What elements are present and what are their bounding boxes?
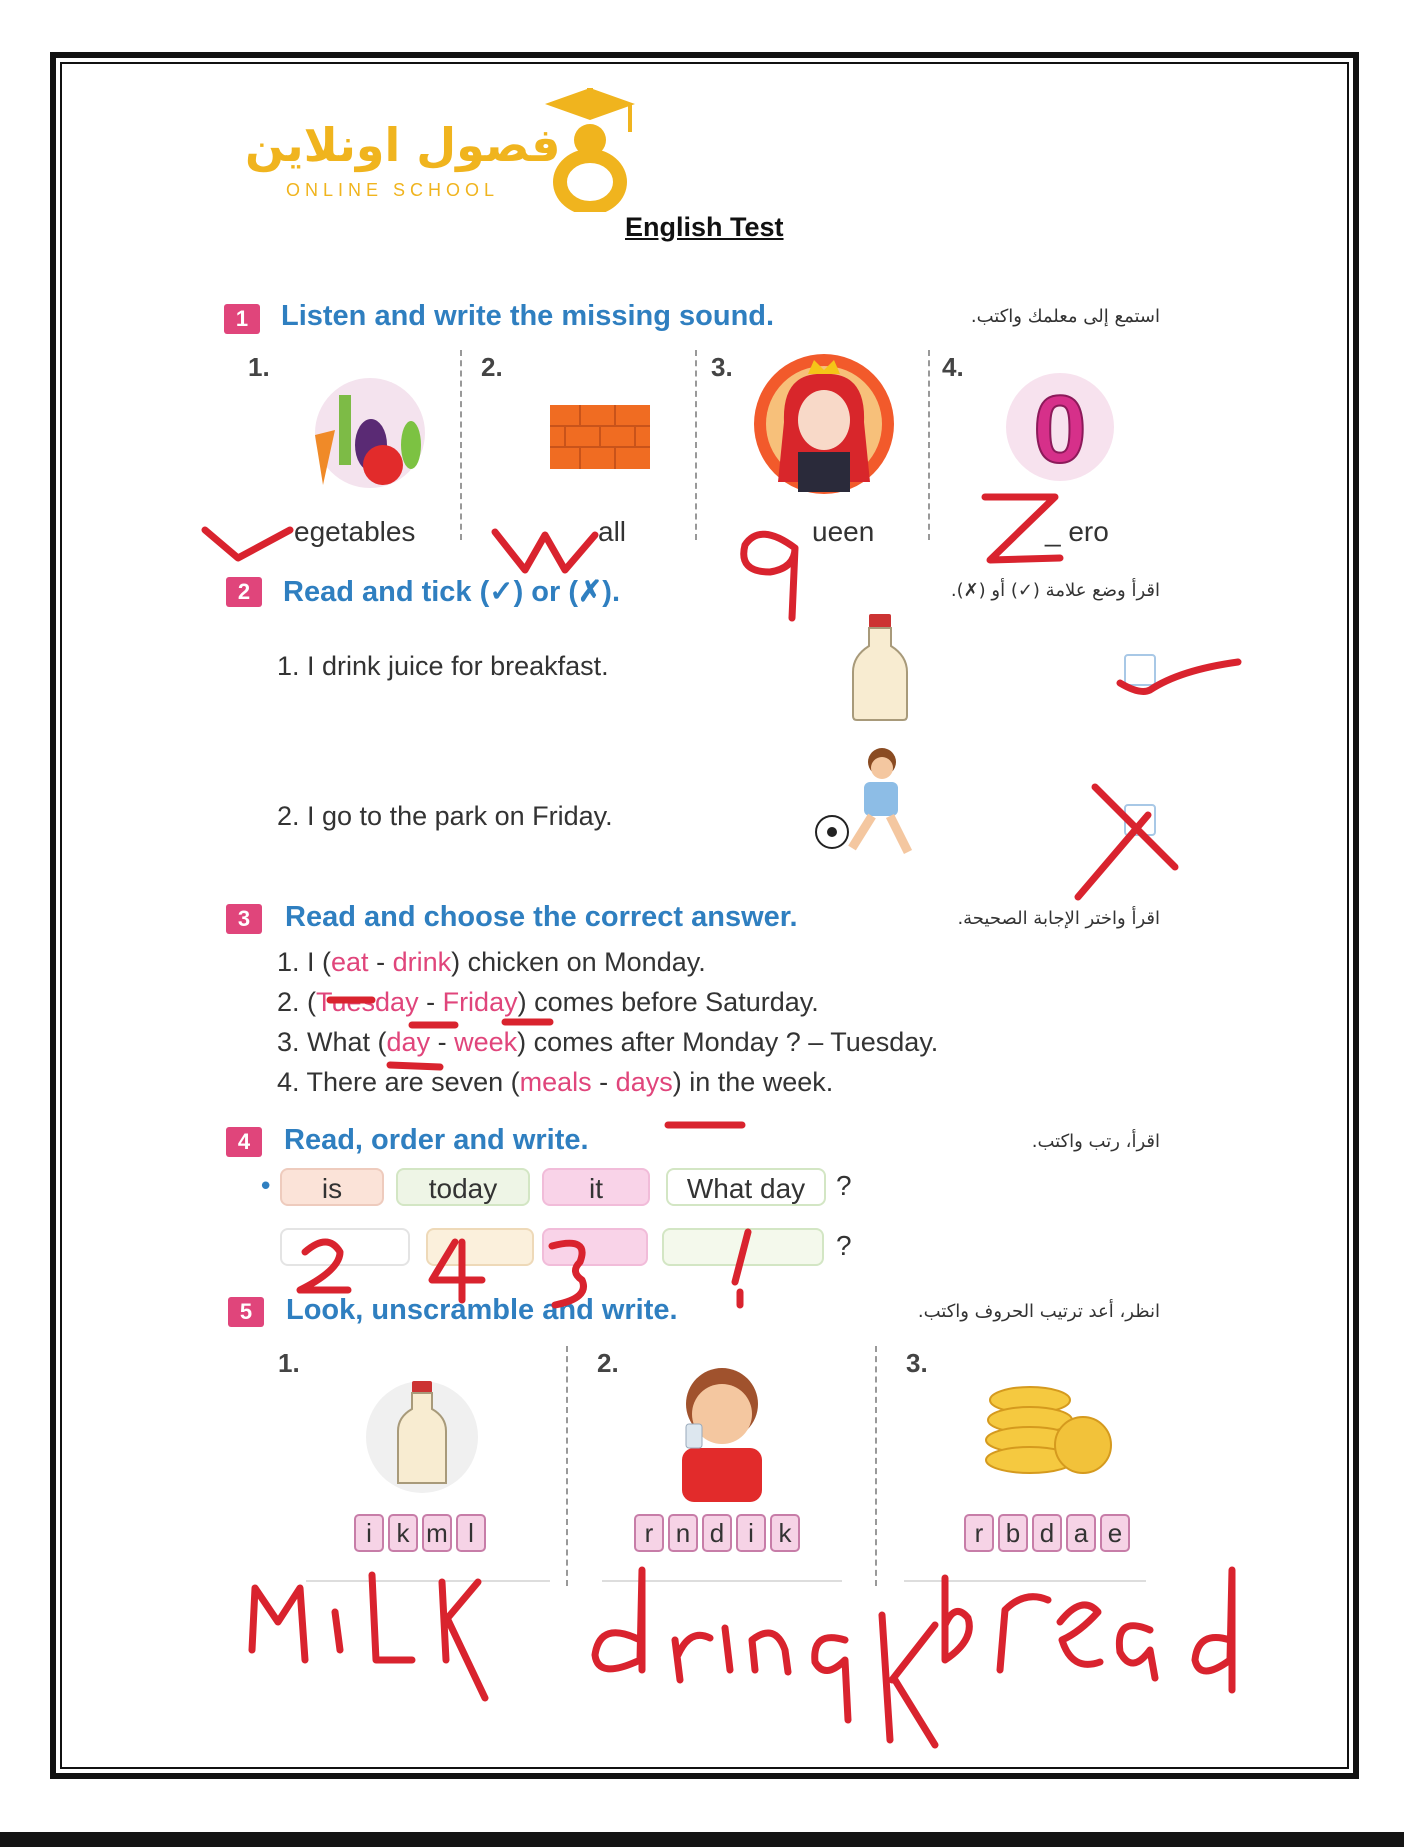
vegetables-picture — [295, 375, 435, 490]
answer-line-2[interactable] — [602, 1580, 842, 1582]
section2-arabic-instruction: اقرأ وضع علامة (✓) أو (✗). — [950, 580, 1160, 601]
section1-item3-word: ueen — [812, 516, 875, 547]
answer-blank-2[interactable] — [426, 1228, 534, 1266]
letter-tile[interactable]: i — [736, 1514, 766, 1552]
option-a[interactable]: Tuesday — [316, 987, 419, 1017]
section5-item2-number: 2. — [597, 1348, 619, 1378]
sentence-text: ) in the week. — [672, 1067, 834, 1097]
sentence-text: 4. There are seven ( — [277, 1067, 520, 1097]
section4-title: Read, order and write. — [284, 1124, 589, 1156]
section1-item3-number: 3. — [711, 352, 733, 382]
letter-tile[interactable]: n — [668, 1514, 698, 1552]
option-b[interactable]: Friday — [442, 987, 518, 1017]
logo-arabic-text: فصول اونلاين — [245, 118, 561, 172]
letter-tiles-1 — [354, 1514, 490, 1552]
option-a[interactable]: eat — [331, 947, 369, 977]
word-box-today[interactable]: today — [396, 1168, 530, 1206]
section3-title: Read and choose the correct answer. — [285, 901, 798, 933]
section5-item3-number: 3. — [906, 1348, 928, 1378]
letter-tile[interactable]: i — [354, 1514, 384, 1552]
section3-sentence-2 — [277, 987, 819, 1018]
brick-wall-picture — [540, 385, 660, 475]
letter-tile[interactable]: m — [422, 1514, 452, 1552]
word-box-is[interactable]: is — [280, 1168, 384, 1206]
letter-tile[interactable]: d — [702, 1514, 732, 1552]
sentence-text: ) comes before Saturday. — [517, 987, 819, 1017]
sentence-text: ) comes after Monday ? – Tuesday. — [517, 1027, 939, 1057]
divider — [928, 350, 930, 540]
letter-tile[interactable]: k — [388, 1514, 418, 1552]
option-separator: - — [368, 947, 393, 977]
letter-tile[interactable]: r — [964, 1514, 994, 1552]
boy-playing-football-picture — [812, 742, 942, 867]
option-separator: - — [430, 1027, 455, 1057]
divider — [460, 350, 462, 540]
letter-zero-picture — [1000, 372, 1120, 482]
section1-item1-number: 1. — [248, 352, 270, 382]
section3-sentence-3 — [277, 1027, 938, 1058]
section4-number-badge: 4 — [226, 1127, 262, 1157]
answer-blank-4[interactable] — [662, 1228, 824, 1266]
tick-box-2[interactable] — [1124, 804, 1156, 836]
milk-bottle-picture — [845, 612, 915, 722]
bullet-point: • — [258, 1172, 274, 1202]
option-a[interactable]: day — [386, 1027, 431, 1057]
section4-arabic-instruction: اقرأ، رتب واكتب. — [1031, 1131, 1160, 1152]
section1-item4-number: 4. — [942, 352, 964, 382]
option-separator: - — [418, 987, 443, 1017]
word-box-what-day[interactable]: What day — [666, 1168, 826, 1206]
bottom-bar — [0, 1832, 1404, 1847]
word-box-it[interactable]: it — [542, 1168, 650, 1206]
section5-title: Look, unscramble and write. — [286, 1294, 678, 1326]
letter-tile[interactable]: e — [1100, 1514, 1130, 1552]
question-mark: ? — [836, 1230, 852, 1261]
divider — [566, 1346, 568, 1586]
sentence-text: ) chicken on Monday. — [451, 947, 706, 977]
option-a[interactable]: meals — [519, 1067, 592, 1097]
queen-picture — [752, 352, 897, 497]
letter-tile[interactable]: r — [634, 1514, 664, 1552]
answer-blank-1[interactable] — [280, 1228, 410, 1266]
sentence-text: 1. I ( — [277, 947, 332, 977]
section2-title: Read and tick (✓) or (✗). — [283, 576, 621, 608]
sentence-text: 3. What ( — [277, 1027, 387, 1057]
section1-item4-word: _ ero — [1045, 516, 1109, 547]
boy-drinking-picture — [652, 1362, 782, 1502]
section1-item1-word: egetables — [294, 516, 416, 547]
tick-box-1[interactable] — [1124, 654, 1156, 686]
letter-tile[interactable]: a — [1066, 1514, 1096, 1552]
section3-sentence-4 — [277, 1067, 833, 1098]
section3-arabic-instruction: اقرأ واختر الإجابة الصحيحة. — [957, 908, 1160, 929]
sentence-text: 2. ( — [277, 987, 317, 1017]
letter-tiles-3 — [964, 1514, 1134, 1552]
section1-arabic-instruction: استمع إلى معلمك واكتب. — [970, 306, 1160, 327]
divider — [875, 1346, 877, 1586]
option-b[interactable]: week — [454, 1027, 518, 1057]
section3-number-badge: 3 — [226, 904, 262, 934]
letter-tile[interactable]: k — [770, 1514, 800, 1552]
option-b[interactable]: drink — [392, 947, 452, 977]
letter-tile[interactable]: d — [1032, 1514, 1062, 1552]
section3-sentence-1 — [277, 947, 706, 978]
option-b[interactable]: days — [615, 1067, 673, 1097]
answer-blank-3[interactable] — [542, 1228, 648, 1266]
section1-title: Listen and write the missing sound. — [281, 300, 775, 332]
page-title: English Test — [625, 212, 784, 242]
section2-sentence-2: 2. I go to the park on Friday. — [277, 801, 613, 831]
letter-tile[interactable]: b — [998, 1514, 1028, 1552]
section5-number-badge: 5 — [228, 1297, 264, 1327]
bread-picture — [975, 1370, 1115, 1485]
section1-item2-number: 2. — [481, 352, 503, 382]
section2-number-badge: 2 — [226, 577, 262, 607]
section2-sentence-1: 1. I drink juice for breakfast. — [277, 651, 609, 681]
answer-line-3[interactable] — [904, 1580, 1146, 1582]
logo-english-text: ONLINE SCHOOL — [286, 180, 500, 200]
graduate-logo-icon — [535, 82, 640, 212]
section1-number-badge: 1 — [224, 304, 260, 334]
section1-item2-word: all — [598, 516, 627, 547]
letter-tiles-2 — [634, 1514, 804, 1552]
divider — [695, 350, 697, 540]
section5-item1-number: 1. — [278, 1348, 300, 1378]
milk-bottle-picture-2 — [362, 1375, 482, 1495]
letter-tile[interactable]: l — [456, 1514, 486, 1552]
question-mark: ? — [836, 1170, 852, 1201]
option-separator: - — [591, 1067, 616, 1097]
section5-arabic-instruction: انظر، أعد ترتيب الحروف واكتب. — [917, 1301, 1160, 1322]
zero-letter-text: 0 — [1033, 376, 1087, 482]
answer-line-1[interactable] — [306, 1580, 550, 1582]
